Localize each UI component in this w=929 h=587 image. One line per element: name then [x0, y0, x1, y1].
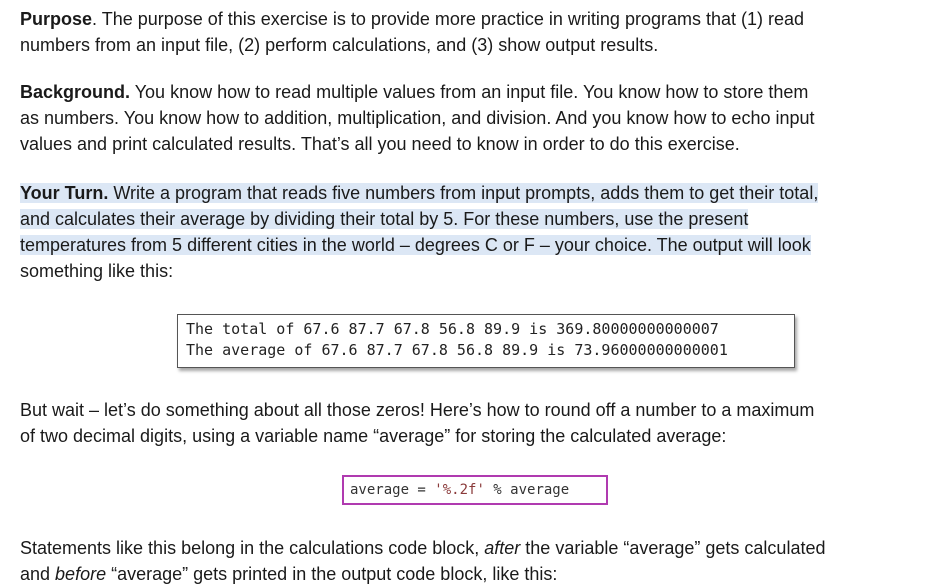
your-turn-paragraph	[20, 180, 920, 284]
before-emphasis: before	[55, 564, 107, 584]
background-label: Background.	[20, 82, 131, 102]
your-turn-text-4: something like this:	[20, 261, 174, 281]
but-wait-text-2: of two decimal digits, using a variable name “average” for storing the calculated average:	[20, 426, 727, 446]
your-turn-label: Your Turn.	[20, 183, 109, 203]
sample-output-line: The total of 67.6 87.7 67.8 56.8 89.9 is 369.80000000000007	[186, 320, 719, 338]
your-turn-text-2: and calculates their average by dividing their total by 5. For these numbers, use the present	[20, 209, 749, 229]
purpose-text-1: . The purpose of this exercise is to provide more practice in writing programs that (1) read	[92, 9, 805, 29]
code-format-string: '%.2f'	[434, 482, 485, 498]
but-wait-text-1: But wait – let’s do something about all those zeros! Here’s how to round off a number to a maximum	[20, 400, 815, 420]
rounding-code-box	[342, 475, 608, 505]
but-wait-paragraph	[20, 397, 920, 449]
statements-text-2b: “average” gets printed in the output code block, like this:	[106, 564, 558, 584]
statements-text-1b: the variable “average” gets calculated	[520, 538, 826, 558]
background-paragraph	[20, 79, 920, 157]
code-variable: average =	[350, 482, 435, 498]
sample-output-line: The average of 67.6 87.7 67.8 56.8 89.9 is 73.96000000000001	[186, 341, 728, 359]
background-text-2: as numbers. You know how to addition, multiplication, and division. And you know how to echo input	[20, 108, 815, 128]
sample-output-box	[177, 314, 795, 368]
statements-paragraph	[20, 535, 920, 587]
your-turn-text-3: temperatures from 5 different cities in the world – degrees C or F – your choice. The output will look	[20, 235, 811, 255]
background-text-1: You know how to read multiple values from an input file. You know how to store them	[130, 82, 809, 102]
purpose-text-2: numbers from an input file, (2) perform calculations, and (3) show output results.	[20, 35, 659, 55]
after-emphasis: after	[484, 538, 521, 558]
background-text-3: values and print calculated results. That’s all you need to know in order to do this exercise.	[20, 134, 740, 154]
statements-text-2a: and	[20, 564, 56, 584]
code-operator: % average	[484, 482, 570, 498]
purpose-label: Purpose	[20, 9, 93, 29]
purpose-paragraph	[20, 6, 920, 58]
your-turn-text-1: Write a program that reads five numbers from input prompts, adds them to get their total,	[108, 183, 819, 203]
statements-text-1a: Statements like this belong in the calculations code block,	[20, 538, 485, 558]
